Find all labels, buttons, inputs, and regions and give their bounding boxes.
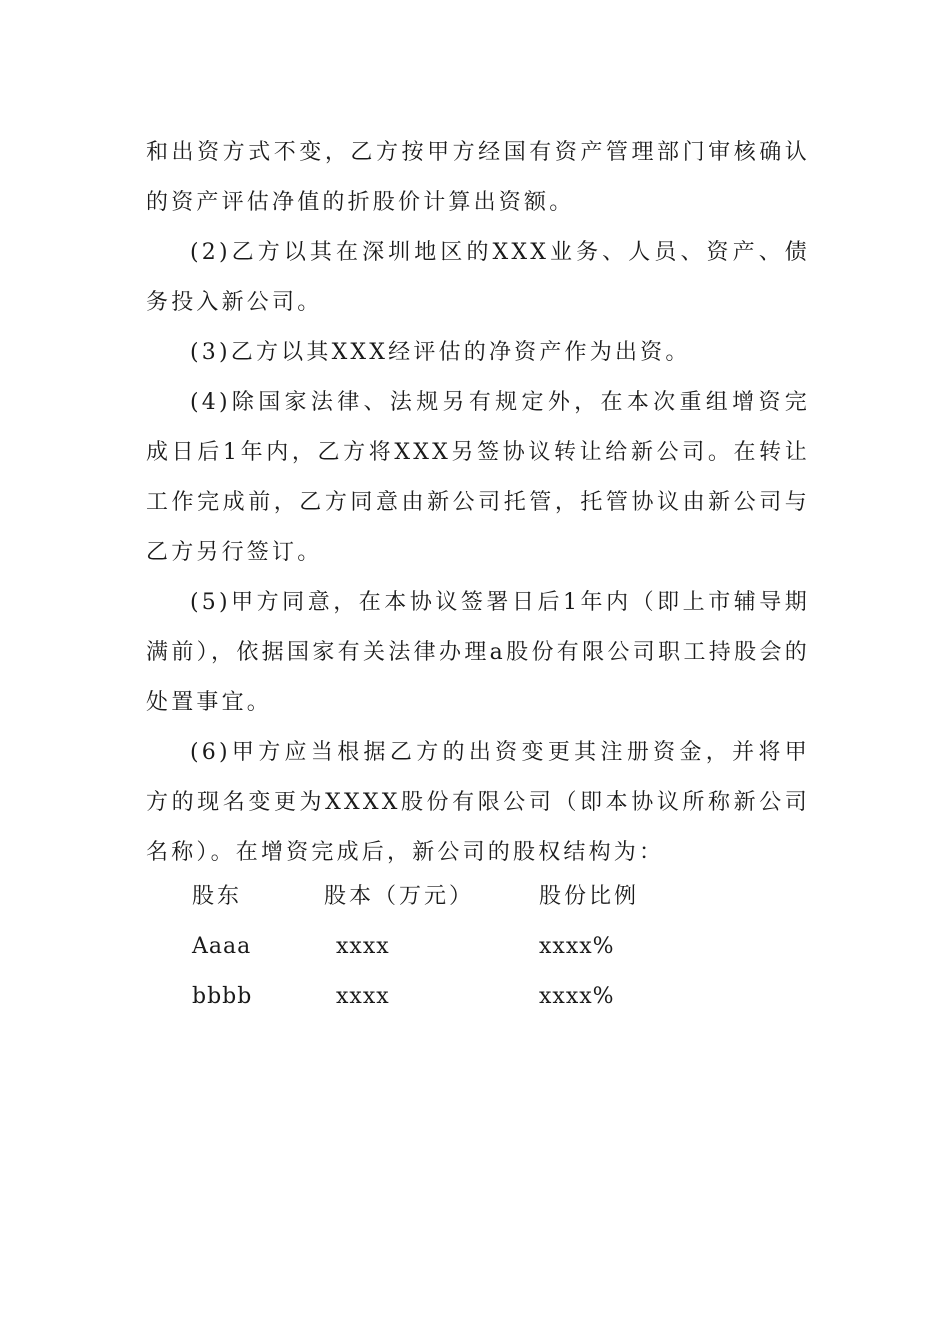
cell-share-capital: xxxx (336, 934, 390, 959)
document-body (146, 128, 810, 878)
header-share-ratio: 股份比例 (539, 884, 640, 909)
cell-share-ratio: xxxx% (539, 984, 615, 1009)
cell-shareholder: bbbb (192, 984, 253, 1009)
paragraph-clause-3: (3)乙方以其XXX经评估的净资产作为出资。 (190, 340, 691, 365)
paragraph-clause-2: (2)乙方以其在深圳地区的XXX业务、人员、资产、债务投入新公司。 (146, 240, 810, 315)
paragraph-clause-6: (6)甲方应当根据乙方的出资变更其注册资金，并将甲方的现名变更为XXXX股份有限公司（即本协议所称新公司名称）。在增资完成后，新公司的股权结构为： (146, 740, 810, 865)
cell-shareholder: Aaaa (192, 934, 252, 959)
paragraph-clause-5: (5)甲方同意，在本协议签署日后1年内（即上市辅导期满前），依据国家有关法律办理a股份有限公司职工持股会的处置事宜。 (146, 590, 810, 715)
header-share-capital: 股本（万元） (324, 884, 475, 909)
cell-share-capital: xxxx (336, 984, 390, 1009)
paragraph-continuation: 和出资方式不变，乙方按甲方经国有资产管理部门审核确认的资产评估净值的折股价计算出资额。 (146, 140, 810, 215)
cell-share-ratio: xxxx% (539, 934, 615, 959)
paragraph-clause-4: (4)除国家法律、法规另有规定外，在本次重组增资完成日后1年内，乙方将XXX另签协议转让给新公司。在转让工作完成前，乙方同意由新公司托管，托管协议由新公司与乙方另行签订。 (146, 390, 810, 565)
header-shareholder: 股东 (192, 884, 243, 909)
